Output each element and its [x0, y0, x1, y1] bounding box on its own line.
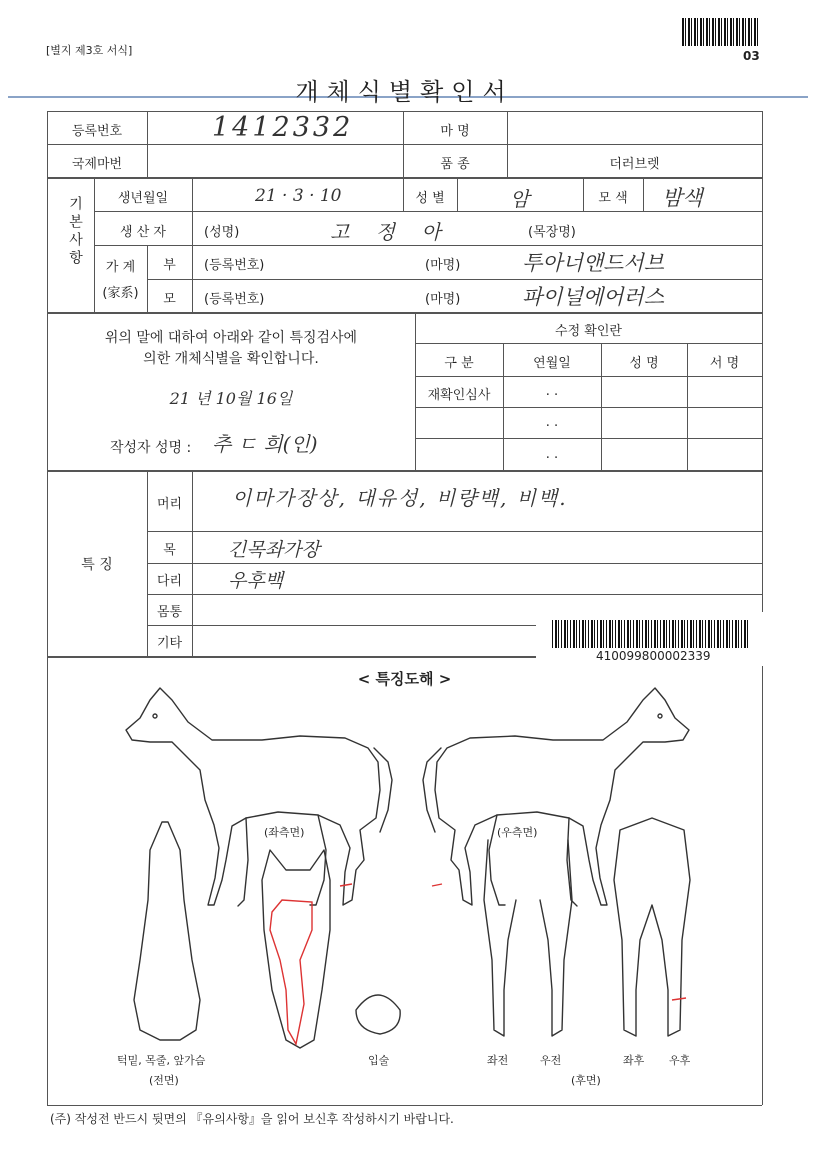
writer-label: 작성자 성명 : — [110, 440, 192, 456]
footnote: (주) 작성전 반드시 뒷면의 『유의사항』을 읽어 보신후 작성하시기 바랍니다. — [50, 1112, 454, 1126]
revision-header-date: 연월일 — [533, 356, 571, 371]
revision-row-label: 재확인심사 — [427, 388, 491, 403]
rear-label: (후면) — [571, 1074, 601, 1087]
producer-name-value: 고 정 아 — [330, 220, 451, 244]
basic-section-label: 기본사항 — [67, 196, 83, 268]
form-label: [별지 제3호 서식] — [46, 44, 133, 57]
birth-value: 21 · 3 · 10 — [255, 186, 342, 206]
color-value: 밤색 — [662, 186, 703, 210]
revision-header-sign: 서 명 — [709, 356, 740, 371]
confirmation-date: 21 년 10월 16일 — [169, 389, 293, 408]
neck-value: 긴목좌가장 — [228, 539, 320, 561]
registration-label: 등록번호 — [71, 124, 123, 139]
front-left-label: 좌전 — [487, 1054, 509, 1067]
sire-reg-label: (등록번호) — [204, 258, 265, 273]
diagram-title: < 특징도해 > — [357, 670, 452, 688]
head-value: 이마가장상, 대유성, 비량백, 비백. — [232, 486, 568, 510]
registration-number: 1412332 — [212, 112, 354, 143]
leg-label: 다리 — [156, 574, 183, 589]
breed-label: 품 종 — [440, 157, 470, 172]
barcode-number: 410099800002339 — [596, 649, 711, 663]
revision-header-type: 구 분 — [444, 356, 474, 371]
front-label: (전면) — [149, 1074, 179, 1087]
features-section-label: 특 징 — [81, 557, 113, 573]
page-number: 03 — [743, 49, 760, 63]
producer-name-label: (성명) — [204, 225, 240, 240]
rear-left-label: 좌후 — [623, 1054, 645, 1067]
sire-name-label: (마명) — [425, 258, 461, 273]
left-side-label: (좌측면) — [264, 826, 305, 839]
other-label: 기타 — [156, 636, 183, 651]
dam-label: 모 — [163, 292, 176, 307]
head-label: 머리 — [156, 497, 183, 512]
sex-label: 성 별 — [415, 191, 445, 206]
dam-name-label: (마명) — [425, 292, 461, 307]
birth-label: 생년월일 — [117, 191, 169, 206]
front-caption: 턱밑, 목줄, 앞가슴 — [117, 1054, 206, 1067]
leg-value: 우후백 — [228, 570, 284, 592]
sire-label: 부 — [163, 258, 176, 273]
right-side-label: (우측면) — [497, 826, 538, 839]
dam-reg-label: (등록번호) — [204, 292, 265, 307]
confirmation-text-1: 위의 말에 대하여 아래와 같이 특징검사에 — [104, 330, 358, 346]
revision-title: 수정 확인란 — [555, 324, 622, 339]
confirmation-text-2: 의한 개체식별을 확인합니다. — [143, 351, 319, 367]
revision-date-3: . . — [545, 447, 559, 462]
sex-value: 암 — [510, 187, 530, 211]
breed-value: 더러브렛 — [609, 157, 660, 172]
pedigree-hanja: (家系) — [102, 286, 139, 301]
sire-name-value: 투아너앤드서브 — [522, 251, 665, 275]
pedigree-label: 가 계 — [105, 260, 136, 275]
lip-label: 입술 — [368, 1054, 390, 1067]
rear-right-label: 우후 — [669, 1054, 691, 1067]
revision-date-1: . . — [545, 384, 559, 399]
revision-header-name: 성 명 — [629, 356, 659, 371]
color-label: 모 색 — [598, 191, 628, 206]
farm-name-label: (목장명) — [528, 225, 576, 240]
intl-number-label: 국제마번 — [71, 157, 123, 172]
page-title: 개체식별확인서 — [295, 78, 514, 106]
body-label: 몸통 — [156, 605, 183, 620]
dam-name-value: 파이널에어러스 — [522, 285, 665, 309]
horse-name-label: 마 명 — [440, 124, 470, 139]
neck-label: 목 — [163, 543, 176, 558]
front-right-label: 우전 — [540, 1054, 562, 1067]
revision-date-2: . . — [545, 415, 559, 430]
producer-label: 생 산 자 — [120, 225, 166, 240]
writer-signature: 추 ㄷ 희(인) — [212, 432, 318, 456]
